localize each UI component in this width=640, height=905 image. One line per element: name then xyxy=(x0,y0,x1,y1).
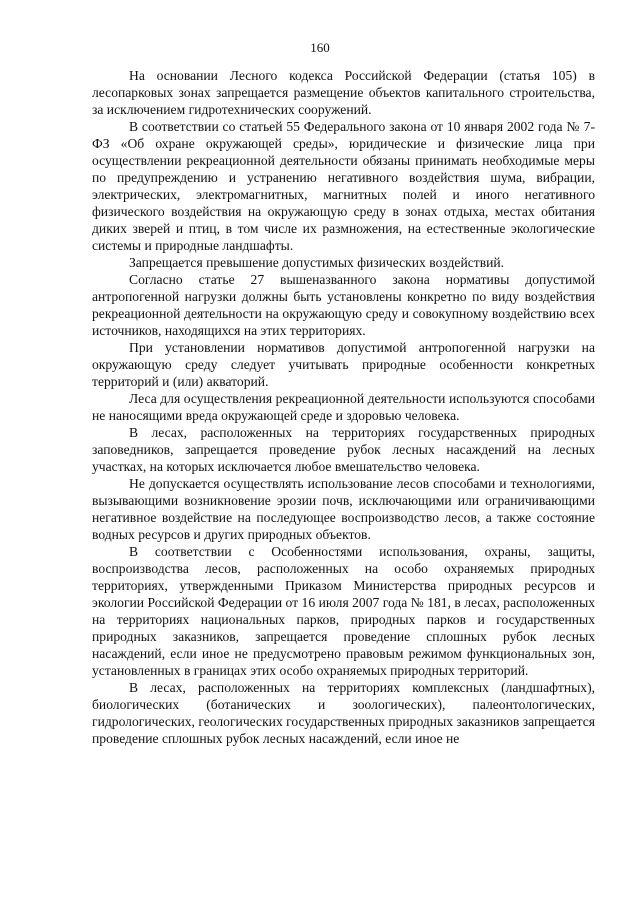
paragraph: Леса для осуществления рекреационной деятельности используются способами не наносящими вреда окружающей среде и здоровью человека. xyxy=(92,391,595,423)
paragraph: Не допускается осуществлять использование лесов способами и технологиями, вызывающими возникновение эрозии почв, исключающими или ограничивающими негативное воздействие на последующее воспроизводство лесов, а также состояние водных ресурсов и других природных объектов. xyxy=(92,476,595,542)
paragraph: В лесах, расположенных на территориях комплексных (ландшафтных), биологических (ботанических и зоологических), палеонтологических, гидрологических, геологических государственных природных заказников запрещается проведение сплошных рубок лесных насаждений, если иное не xyxy=(92,680,595,746)
paragraph: На основании Лесного кодекса Российской Федерации (статья 105) в лесопарковых зонах запрещается размещение объектов капитального строительства, за исключением гидротехнических сооружений. xyxy=(92,68,595,117)
paragraph: Согласно статье 27 вышеназванного закона нормативы допустимой антропогенной нагрузки должны быть установлены конкретно по виду воздействия рекреационной деятельности на окружающую среду и совокупному воздействию всех источников, находящихся на этих территориях. xyxy=(92,272,595,338)
paragraph: Запрещается превышение допустимых физических воздействий. xyxy=(129,255,505,270)
paragraph: При установлении нормативов допустимой антропогенной нагрузки на окружающую среду следует учитывать природные особенности конкретных территорий и (или) акваторий. xyxy=(92,340,595,389)
document-body xyxy=(92,67,595,747)
paragraph: В соответствии со статьей 55 Федерального закона от 10 января 2002 года № 7-ФЗ «Об охране окружающей среды», юридические и физические лица при осуществлении рекреационной деятельности обязаны принимать необходимые меры по предупреждению и устранению негативного воздействия шума, вибрации, электрических, электромагнитных, магнитных полей и иного негативного физического воздействия на окружающую среду в зонах отдыха, местах обитания диких зверей и птиц, в том числе их размножения, на естественные экологические системы и природные ландшафты. xyxy=(92,119,595,253)
page-number: 160 xyxy=(310,40,330,55)
paragraph: В соответствии с Особенностями использования, охраны, защиты, воспроизводства лесов, расположенных на особо охраняемых природных территориях, утвержденными Приказом Министерства природных ресурсов и экологии Российской Федерации от 16 июля 2007 года № 181, в лесах, расположенных на территориях национальных парков, природных парков и государственных природных заказников, запрещается проведение сплошных рубок лесных насаждений, если иное не предусмотрено правовым режимом функциональных зон, установленных в границах этих особо охраняемых природных территорий. xyxy=(92,544,595,678)
paragraph: В лесах, расположенных на территориях государственных природных заповедников, запрещается проведение рубок лесных насаждений на лесных участках, на которых исключается любое вмешательство человека. xyxy=(92,425,595,474)
